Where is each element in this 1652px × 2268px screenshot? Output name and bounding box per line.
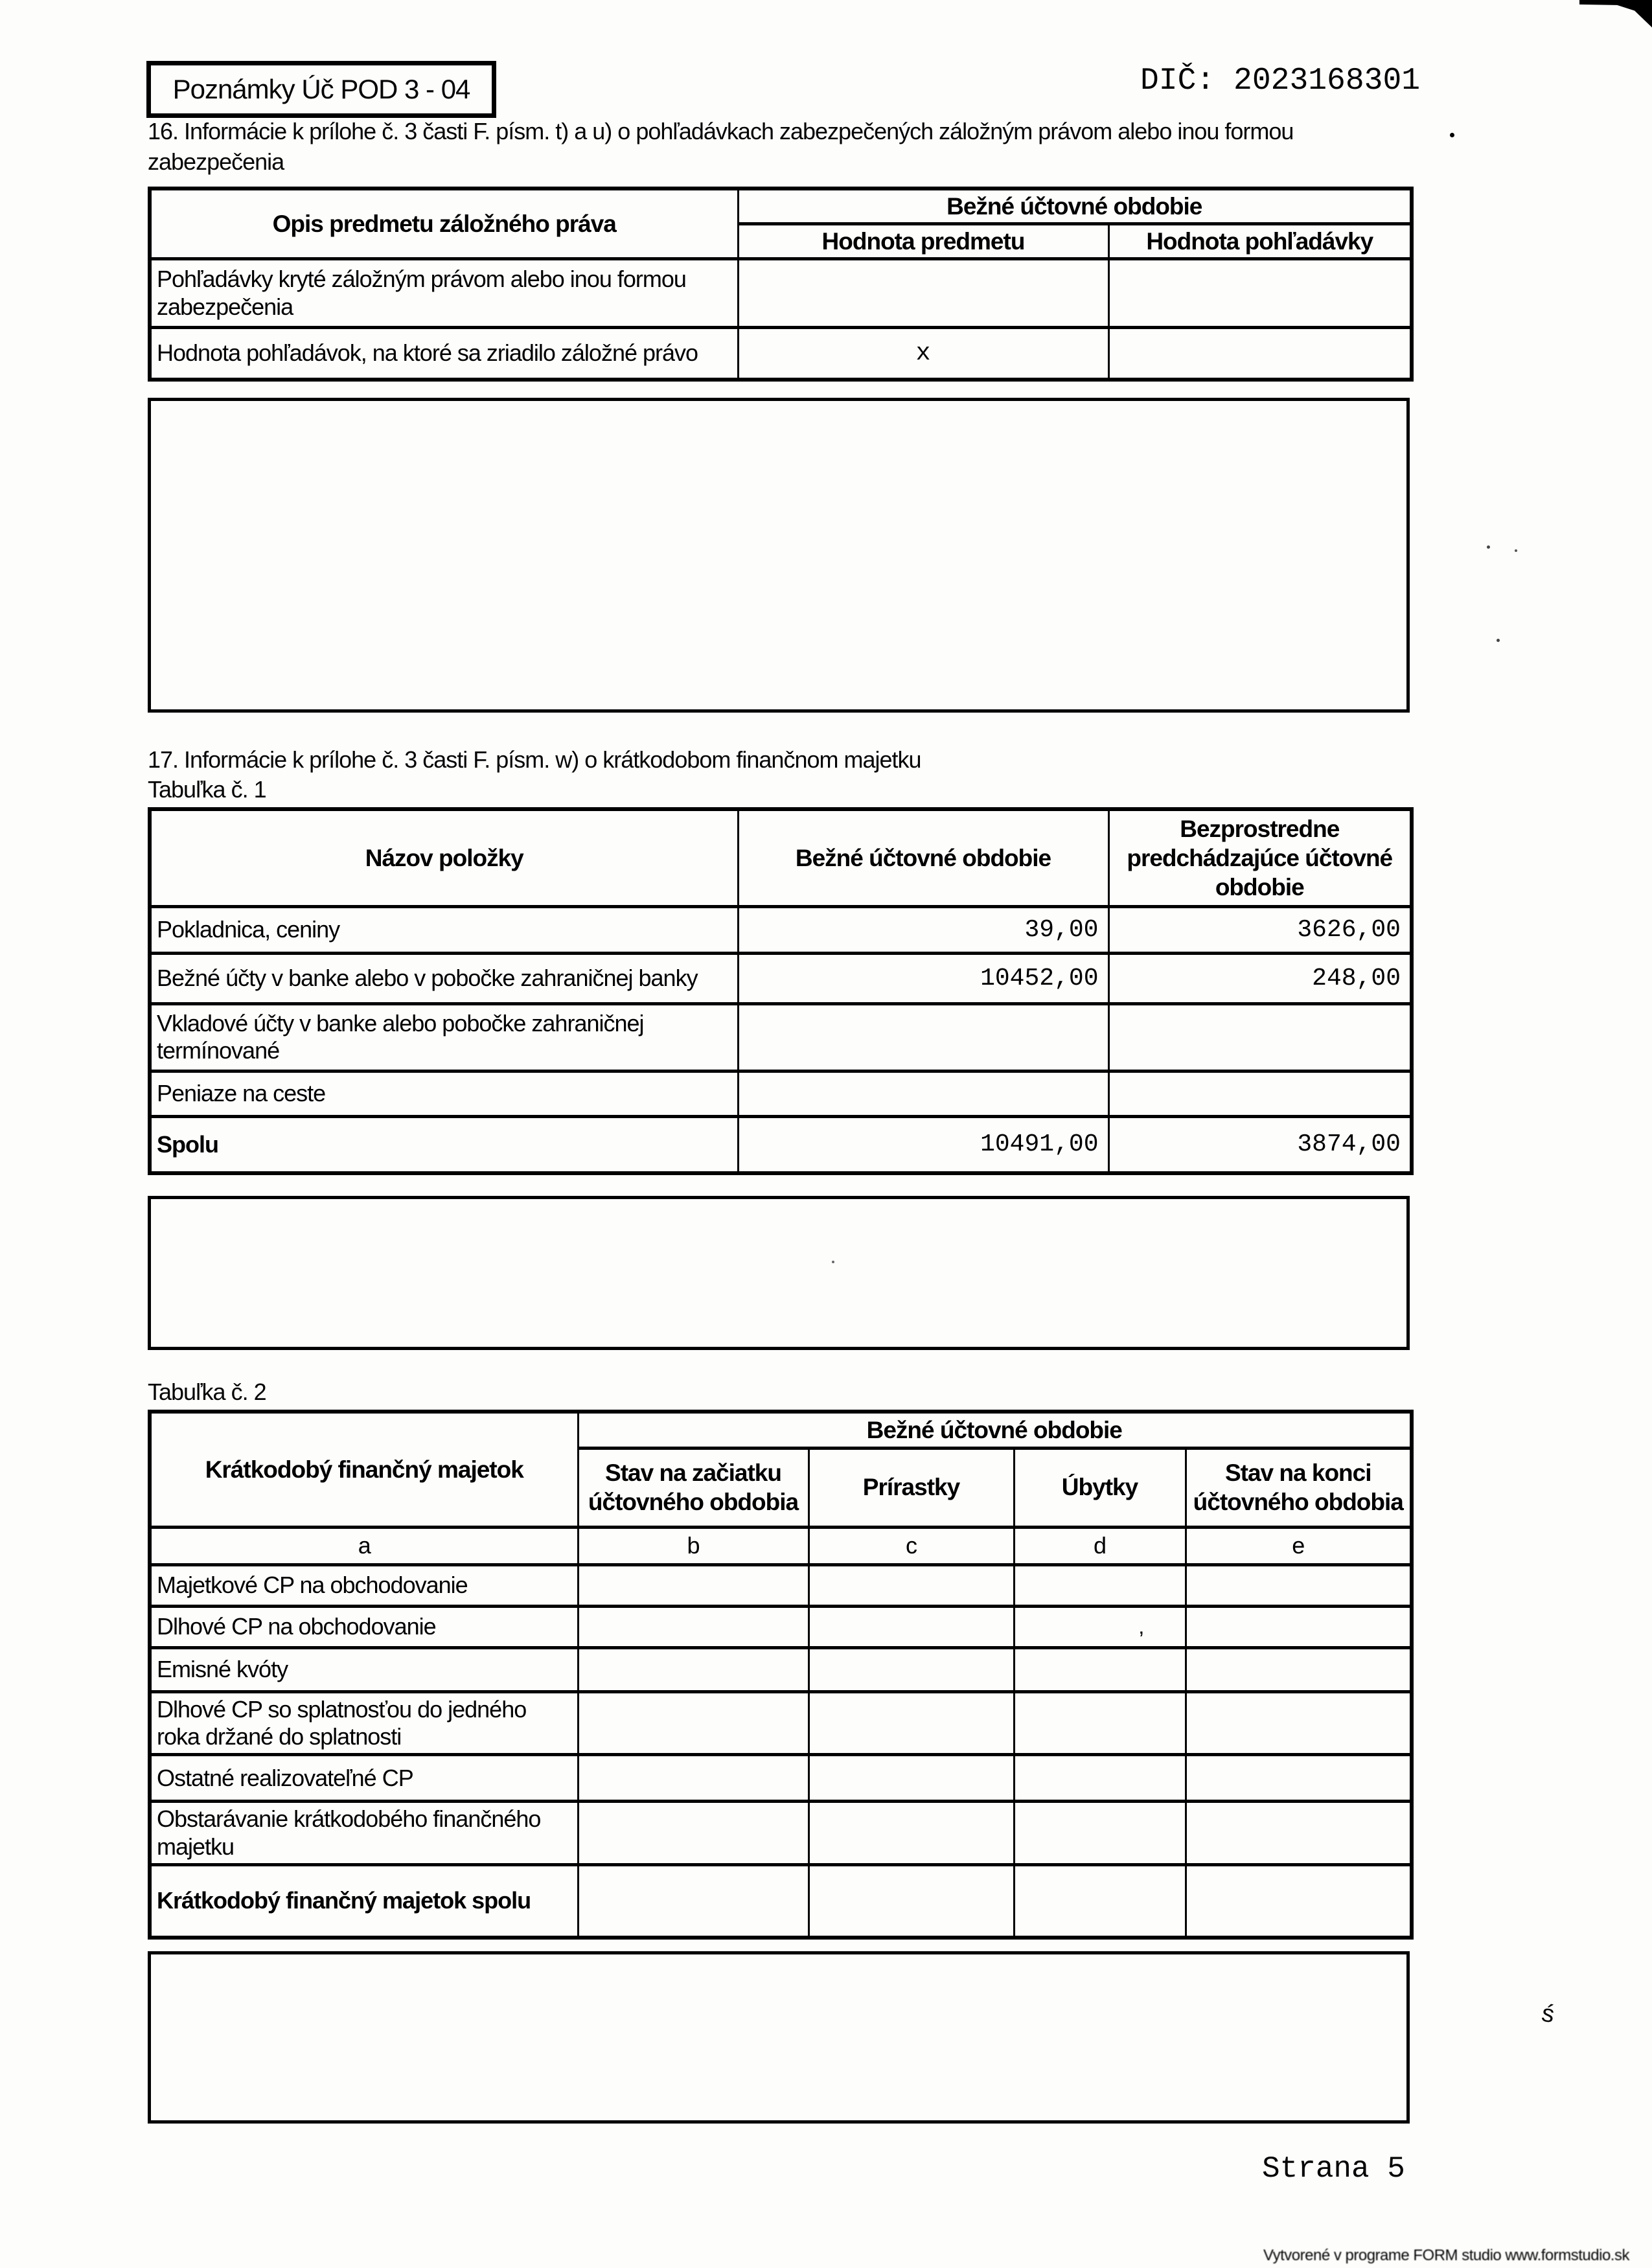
cell-value xyxy=(809,1606,1014,1647)
row-label: Peniaze na ceste xyxy=(150,1071,738,1116)
cell-value xyxy=(738,259,1108,328)
dic-number: DIČ: 2023168301 xyxy=(1140,63,1421,98)
cash-table xyxy=(148,807,1414,1175)
table-row-total xyxy=(150,1865,1412,1938)
table-row xyxy=(150,1606,1412,1647)
cell-value xyxy=(809,1802,1014,1865)
cell-value xyxy=(1186,1755,1412,1802)
cell-value xyxy=(809,1691,1014,1755)
cell-value xyxy=(1014,1564,1186,1606)
cell-value xyxy=(1186,1606,1412,1647)
table-row xyxy=(150,953,1412,1003)
sec-col-b-header: Stav na začiatku účtovného obdobia xyxy=(578,1448,809,1527)
cell-value xyxy=(1108,259,1412,328)
table-row xyxy=(150,906,1412,953)
row-label: Majetkové CP na obchodovanie xyxy=(150,1564,578,1606)
cell-value xyxy=(1014,1647,1186,1691)
sec-item-header: Krátkodobý finančný majetok xyxy=(150,1412,578,1527)
cell-value xyxy=(1014,1802,1186,1865)
table-row xyxy=(150,328,1412,380)
row-label: Spolu xyxy=(150,1116,738,1173)
cell-value xyxy=(578,1865,809,1938)
section17-heading: 17. Informácie k prílohe č. 3 časti F. písm. w) o krátkodobom finančnom majetku xyxy=(148,746,921,773)
cell-value: 10452,00 xyxy=(738,953,1108,1003)
cell-value xyxy=(738,1071,1108,1116)
col-letter: a xyxy=(150,1527,578,1564)
page-number: Strana 5 xyxy=(1262,2152,1405,2186)
table-row xyxy=(150,1564,1412,1606)
cell-value xyxy=(1186,1802,1412,1865)
letter-row xyxy=(150,1527,1412,1564)
securities-table xyxy=(148,1410,1414,1940)
cell-value xyxy=(809,1564,1014,1606)
cell-value xyxy=(1108,1071,1412,1116)
table-row xyxy=(150,1647,1412,1691)
cash-current-header: Bežné účtovné obdobie xyxy=(738,809,1108,906)
lien-claim-header: Hodnota pohľadávky xyxy=(1108,224,1412,259)
generator-note: Vytvorené v programe FORM studio www.formstudio.sk xyxy=(1263,2247,1629,2264)
cell-value xyxy=(578,1606,809,1647)
row-label: Dlhové CP so splatnosťou do jedného roka držané do splatnosti xyxy=(150,1691,578,1755)
cell-value xyxy=(1014,1691,1186,1755)
ink-speck xyxy=(1497,639,1500,642)
cell-value: 3874,00 xyxy=(1108,1116,1412,1173)
col-letter: b xyxy=(578,1527,809,1564)
notes-box-2 xyxy=(148,1196,1410,1350)
col-letter: d xyxy=(1014,1527,1186,1564)
lien-table-wrap xyxy=(148,187,1410,382)
cell-value xyxy=(809,1865,1014,1938)
cash-previous-header: Bezprostredne predchádzajúce účtovné obdobie xyxy=(1108,809,1412,906)
table-row xyxy=(150,1003,1412,1071)
cell-value xyxy=(1108,1003,1412,1071)
col-letter: e xyxy=(1186,1527,1412,1564)
row-label: Emisné kvóty xyxy=(150,1647,578,1691)
cash-item-header: Názov položky xyxy=(150,809,738,906)
ink-speck-tick: ’ xyxy=(1139,1627,1144,1652)
cell-value xyxy=(1186,1564,1412,1606)
ink-speck-squiggle: ś xyxy=(1539,1999,1557,2029)
cell-value xyxy=(738,1003,1108,1071)
form-title-box xyxy=(146,61,496,118)
sec-col-d-header: Úbytky xyxy=(1014,1448,1186,1527)
row-label: Bežné účty v banke alebo v pobočke zahraničnej banky xyxy=(150,953,738,1003)
ink-speck xyxy=(1487,545,1490,549)
cell-value xyxy=(1186,1865,1412,1938)
row-label: Obstarávanie krátkodobého finančného majetku xyxy=(150,1802,578,1865)
table-row xyxy=(150,1802,1412,1865)
form-title: Poznámky Úč POD 3 - 04 xyxy=(172,74,470,104)
cell-value: 248,00 xyxy=(1108,953,1412,1003)
cell-value xyxy=(1014,1606,1186,1647)
sec-period-header: Bežné účtovné obdobie xyxy=(578,1412,1412,1448)
ink-speck xyxy=(1515,549,1517,552)
cell-value: 10491,00 xyxy=(738,1116,1108,1173)
lien-item-header: Opis predmetu záložného práva xyxy=(150,189,738,259)
ink-speck xyxy=(1450,133,1454,137)
cell-value xyxy=(578,1755,809,1802)
table-row xyxy=(150,1691,1412,1755)
cell-value xyxy=(1186,1647,1412,1691)
table-row xyxy=(150,259,1412,328)
cell-value: 3626,00 xyxy=(1108,906,1412,953)
row-label: Vkladové účty v banke alebo pobočke zahraničnej termínované xyxy=(150,1003,738,1071)
cell-value xyxy=(1014,1755,1186,1802)
cell-value xyxy=(578,1802,809,1865)
lien-table xyxy=(148,187,1414,382)
sec-col-c-header: Prírastky xyxy=(809,1448,1014,1527)
row-label: Ostatné realizovateľné CP xyxy=(150,1755,578,1802)
notes-box-3 xyxy=(148,1951,1410,2124)
table-row xyxy=(150,1755,1412,1802)
cell-value xyxy=(809,1647,1014,1691)
table-row xyxy=(150,1071,1412,1116)
cell-value xyxy=(578,1647,809,1691)
lien-value-header: Hodnota predmetu xyxy=(738,224,1108,259)
cell-value: x xyxy=(738,328,1108,380)
securities-table-wrap xyxy=(148,1410,1410,1940)
cell-value xyxy=(1186,1691,1412,1755)
col-letter: c xyxy=(809,1527,1014,1564)
cell-value: 39,00 xyxy=(738,906,1108,953)
table2-caption: Tabuľka č. 2 xyxy=(148,1379,266,1405)
row-label: Krátkodobý finančný majetok spolu xyxy=(150,1865,578,1938)
cell-value xyxy=(578,1691,809,1755)
cell-value xyxy=(578,1564,809,1606)
row-label: Pohľadávky kryté záložným právom alebo inou formou zabezpečenia xyxy=(150,259,738,328)
row-label: Hodnota pohľadávok, na ktoré sa zriadilo záložné právo xyxy=(150,328,738,380)
table1-caption: Tabuľka č. 1 xyxy=(148,776,266,803)
sec-col-e-header: Stav na konci účtovného obdobia xyxy=(1186,1448,1412,1527)
cell-value xyxy=(1014,1865,1186,1938)
row-label: Pokladnica, ceniny xyxy=(150,906,738,953)
table-row-total xyxy=(150,1116,1412,1173)
cell-value xyxy=(809,1755,1014,1802)
row-label: Dlhové CP na obchodovanie xyxy=(150,1606,578,1647)
section16-heading: 16. Informácie k prílohe č. 3 časti F. písm. t) a u) o pohľadávkach zabezpečených záložným právom alebo inou formou zabezpečenia xyxy=(148,118,1294,175)
cash-table-wrap xyxy=(148,807,1410,1175)
lien-period-header: Bežné účtovné obdobie xyxy=(738,189,1412,224)
cell-value xyxy=(1108,328,1412,380)
corner-scan-artifact xyxy=(1579,0,1652,30)
notes-box-1 xyxy=(148,398,1410,713)
